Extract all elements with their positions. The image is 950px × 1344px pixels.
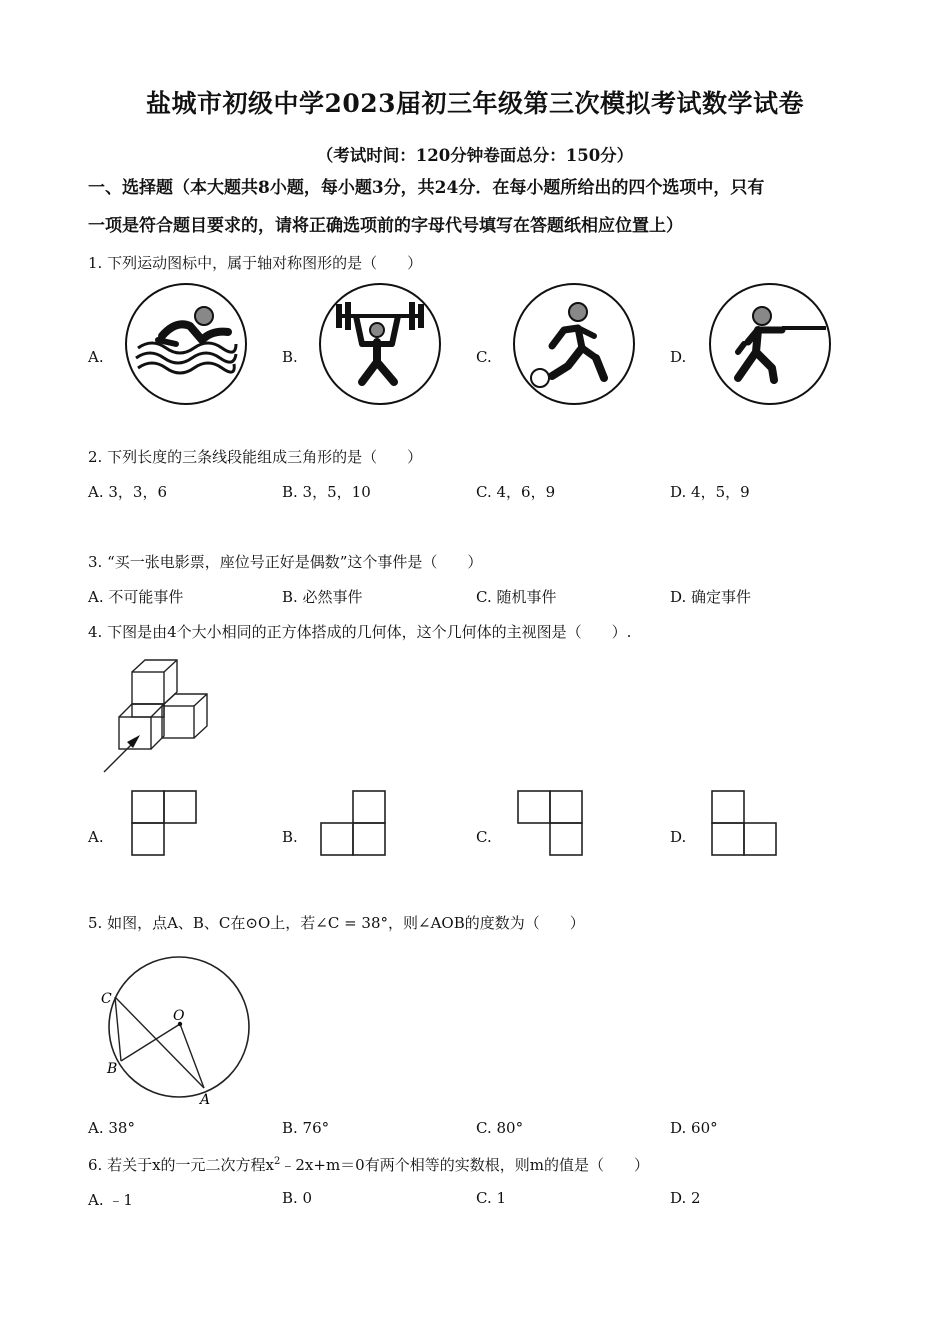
q4-option-c-view bbox=[514, 788, 586, 860]
q2-option-c: C. 4，6，9 bbox=[476, 483, 556, 501]
q4-option-a-view bbox=[128, 788, 200, 860]
question-4-stem: 4. 下图是由4个大小相同的正方体搭成的几何体，这个几何体的主视图是（ ）. bbox=[88, 623, 632, 641]
q6-option-d: D. 2 bbox=[670, 1189, 701, 1207]
figure-label-o: O bbox=[173, 1008, 185, 1024]
q5-option-d: D. 60° bbox=[670, 1119, 718, 1137]
weightlifting-icon bbox=[318, 282, 442, 406]
q3-option-d: D. 确定事件 bbox=[670, 588, 752, 606]
page-title: 盐城市初级中学2023届初三年级第三次模拟考试数学试卷 bbox=[145, 89, 805, 118]
question-2-stem: 2. 下列长度的三条线段能组成三角形的是（ ） bbox=[88, 448, 423, 466]
exam-info: （考试时间：120分钟卷面总分：150分） bbox=[316, 146, 634, 165]
q4-option-d-view bbox=[708, 788, 780, 860]
q2-option-d: D. 4，5，9 bbox=[670, 483, 750, 501]
q6-stem-part2: ﹣2x+m＝0有两个相等的实数根，则m的值是（ ） bbox=[280, 1156, 649, 1174]
q5-option-a: A. 38° bbox=[88, 1119, 135, 1137]
q3-option-a: A. 不可能事件 bbox=[88, 588, 184, 606]
soccer-icon bbox=[512, 282, 636, 406]
q5-option-c: C. 80° bbox=[476, 1119, 524, 1137]
q1-option-b-label: B. bbox=[282, 348, 298, 366]
q2-option-a: A. 3，3，6 bbox=[88, 483, 167, 501]
question-1-stem: 1. 下列运动图标中，属于轴对称图形的是（ ） bbox=[88, 254, 423, 272]
circle-figure bbox=[96, 952, 256, 1110]
q4-option-c-label: C. bbox=[476, 828, 492, 846]
question-6-stem bbox=[88, 1154, 649, 1175]
question-5-stem: 5. 如图，点A、B、C在⊙O上，若∠C = 38°，则∠AOB的度数为（ ） bbox=[88, 914, 585, 932]
cube-solid-figure bbox=[100, 655, 220, 775]
q5-option-b: B. 76° bbox=[282, 1119, 330, 1137]
q1-option-d-label: D. bbox=[670, 348, 687, 366]
q4-option-b-view bbox=[317, 788, 389, 860]
q3-option-c: C. 随机事件 bbox=[476, 588, 557, 606]
figure-label-a: A bbox=[200, 1092, 211, 1108]
q1-option-a-label: A. bbox=[88, 348, 104, 366]
q4-option-a-label: A. bbox=[88, 828, 104, 846]
fencing-icon bbox=[708, 282, 832, 406]
figure-label-b: B bbox=[107, 1061, 118, 1077]
question-3-stem: 3. “买一张电影票，座位号正好是偶数”这个事件是（ ） bbox=[88, 553, 483, 571]
q3-option-b: B. 必然事件 bbox=[282, 588, 363, 606]
q6-option-b: B. 0 bbox=[282, 1189, 313, 1207]
q6-option-a: A. ﹣1 bbox=[88, 1191, 133, 1209]
q6-exponent: 2 bbox=[274, 1156, 281, 1167]
q4-option-b-label: B. bbox=[282, 828, 298, 846]
q2-option-b: B. 3，5，10 bbox=[282, 483, 371, 501]
q6-option-c: C. 1 bbox=[476, 1189, 507, 1207]
q1-option-c-label: C. bbox=[476, 348, 492, 366]
q4-option-d-label: D. bbox=[670, 828, 687, 846]
q6-stem-part1: 6. 若关于x的一元二次方程x bbox=[88, 1156, 274, 1174]
section-heading-line1: 一、选择题（本大题共8小题，每小题3分，共24分．在每小题所给出的四个选项中，只有 bbox=[88, 178, 765, 198]
figure-label-c: C bbox=[101, 991, 112, 1007]
swimming-icon bbox=[124, 282, 248, 406]
section-heading-line2: 一项是符合题目要求的，请将正确选项前的字母代号填写在答题纸相应位置上） bbox=[88, 216, 683, 236]
